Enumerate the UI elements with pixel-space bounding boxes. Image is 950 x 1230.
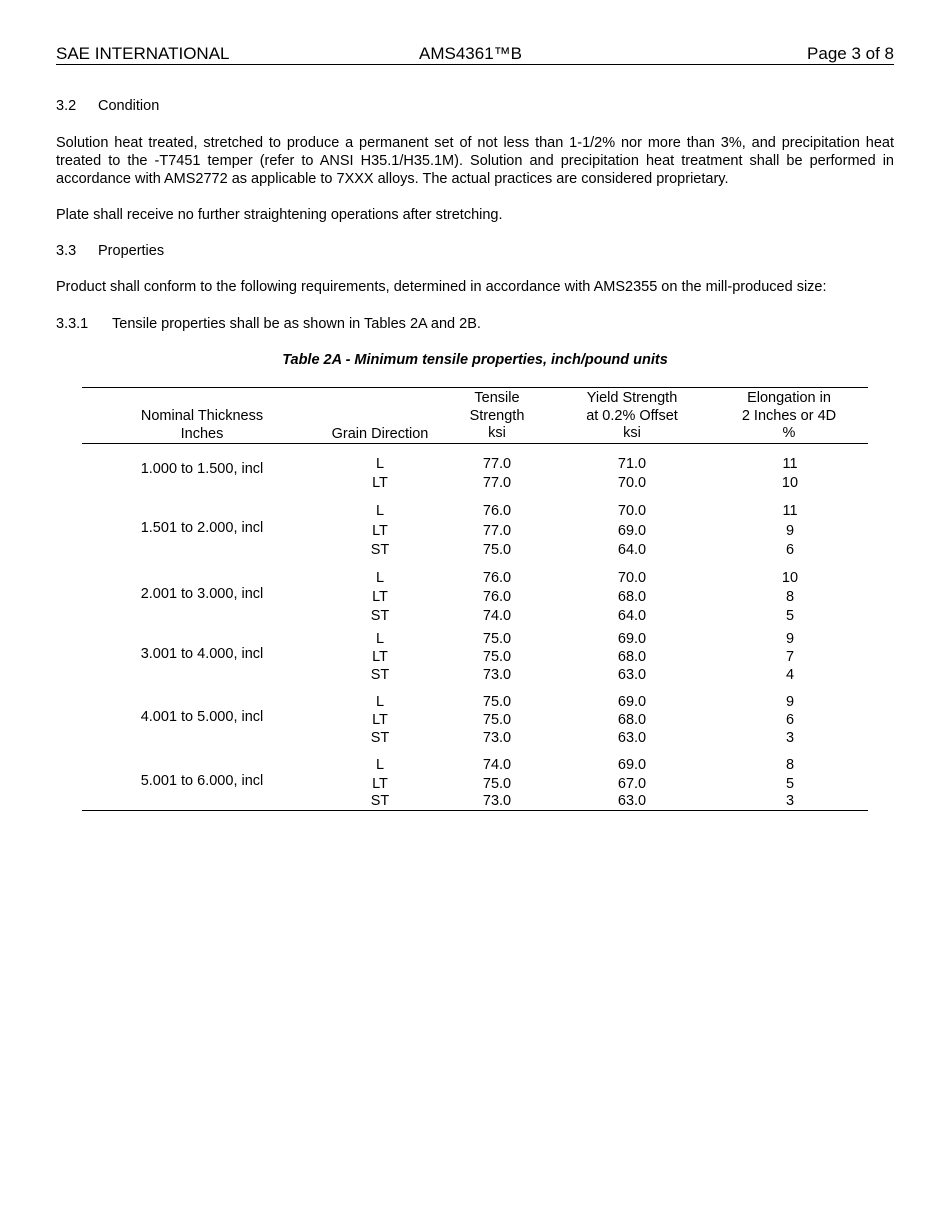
thickness-cell: 5.001 to 6.000, incl (140, 772, 264, 789)
grain-cell: LT (372, 522, 388, 539)
header-page-number: Page 3 of 8 (807, 44, 894, 63)
thickness-cell: 1.501 to 2.000, incl (140, 519, 264, 536)
tensile-cell: 76.0 (482, 570, 512, 586)
grain-cell: LT (372, 775, 388, 792)
page-header (56, 44, 894, 65)
grain-cell: LT (372, 589, 388, 605)
thickness-cell: 3.001 to 4.000, incl (140, 646, 264, 662)
tensile-cell: 75.0 (482, 711, 512, 728)
header-thickness (102, 408, 302, 443)
yield-cell: 70.0 (617, 503, 647, 519)
header-yield (557, 390, 707, 443)
table-top-rule (82, 387, 868, 388)
elong-cell: 4 (785, 667, 795, 683)
elong-cell: 11 (782, 503, 798, 519)
elong-cell: 7 (785, 649, 795, 665)
tensile-cell: 76.0 (482, 503, 512, 519)
section-number: 3.2 (56, 98, 77, 114)
header-line: Yield Strength (586, 390, 678, 406)
header-tensile (447, 390, 547, 443)
table-title: Table 2A - Minimum tensile properties, inch/pound units (282, 352, 668, 368)
tensile-cell: 75.0 (482, 542, 512, 558)
header-org: SAE INTERNATIONAL (56, 44, 230, 63)
tensile-cell: 75.0 (482, 631, 512, 647)
section-title: Properties (98, 243, 165, 259)
thickness-cell: 2.001 to 3.000, incl (140, 586, 264, 602)
tensile-cell: 73.0 (482, 793, 512, 809)
section-text: Tensile properties shall be as shown in Tables 2A and 2B. (112, 316, 481, 332)
grain-cell: ST (370, 667, 390, 683)
yield-cell: 68.0 (617, 649, 647, 665)
tensile-cell: 73.0 (482, 729, 512, 746)
yield-cell: 69.0 (617, 694, 647, 710)
elong-cell: 5 (785, 775, 795, 792)
yield-cell: 63.0 (617, 793, 647, 809)
section-title: Condition (98, 98, 160, 114)
straightening-paragraph: Plate shall receive no further straightening operations after stretching. (56, 207, 503, 223)
tensile-cell: 75.0 (482, 775, 512, 792)
elong-cell: 3 (785, 793, 795, 809)
elong-cell: 8 (785, 757, 795, 773)
tensile-cell: 77.0 (482, 522, 512, 539)
header-line: Tensile (474, 390, 520, 406)
grain-cell: L (375, 631, 385, 647)
header-line: 2 Inches or 4D (741, 407, 837, 424)
elong-cell: 10 (781, 474, 799, 491)
yield-cell: 67.0 (617, 775, 647, 792)
grain-cell: LT (372, 711, 388, 728)
header-line: Inches (180, 425, 224, 442)
yield-cell: 69.0 (617, 631, 647, 647)
tensile-cell: 73.0 (482, 667, 512, 683)
elong-cell: 9 (785, 694, 795, 710)
yield-cell: 63.0 (617, 667, 647, 683)
header-line: Elongation in (747, 390, 831, 406)
thickness-cell: 4.001 to 5.000, incl (140, 708, 264, 725)
tensile-cell: 77.0 (482, 474, 512, 491)
yield-cell: 69.0 (617, 757, 647, 773)
grain-cell: L (375, 694, 385, 710)
yield-cell: 69.0 (617, 522, 647, 539)
header-line: Strength (469, 407, 525, 424)
elong-cell: 6 (785, 711, 795, 728)
tensile-cell: 77.0 (482, 456, 512, 472)
header-elongation (714, 390, 864, 443)
header-line: at 0.2% Offset (586, 407, 678, 424)
section-3-2-heading (56, 97, 894, 115)
tensile-cell: 75.0 (482, 694, 512, 710)
grain-cell: ST (370, 793, 390, 809)
header-line: Grain Direction (331, 425, 429, 442)
grain-cell: ST (370, 729, 390, 746)
grain-cell: L (375, 456, 385, 472)
grain-cell: ST (370, 542, 390, 558)
tensile-cell: 74.0 (482, 757, 512, 773)
yield-cell: 70.0 (617, 570, 647, 586)
elong-cell: 10 (781, 570, 799, 586)
section-number: 3.3.1 (56, 316, 89, 332)
yield-cell: 64.0 (617, 542, 647, 558)
elong-cell: 6 (785, 542, 795, 558)
elong-cell: 8 (785, 589, 795, 605)
tensile-cell: 75.0 (482, 649, 512, 665)
header-line: Nominal Thickness (140, 408, 264, 424)
yield-cell: 64.0 (617, 608, 647, 624)
yield-cell: 68.0 (617, 589, 647, 605)
yield-cell: 70.0 (617, 474, 647, 491)
header-doc-number: AMS4361™B (419, 44, 522, 63)
condition-paragraph: Solution heat treated, stretched to produce a permanent set of not less than 1-1/2% nor more than 3%, and precipitation heat treated to the -T7451 temper (refer to ANSI H35.1/H35.1M). Solution and precipitation heat treatment shall be performed in accordance with AMS2772 as applicable to 7XXX alloys. The actual practices are considered proprietary. (56, 135, 894, 187)
header-grain (310, 426, 450, 444)
elong-cell: 9 (785, 631, 795, 647)
section-number: 3.3 (56, 243, 77, 259)
tensile-cell: 76.0 (482, 589, 512, 605)
yield-cell: 68.0 (617, 711, 647, 728)
grain-cell: L (375, 503, 385, 519)
grain-cell: L (375, 757, 385, 773)
section-3-3-heading (56, 242, 894, 260)
grain-cell: L (375, 570, 385, 586)
elong-cell: 5 (785, 608, 795, 624)
elong-cell: 11 (782, 456, 798, 472)
grain-cell: LT (372, 474, 388, 491)
grain-cell: ST (370, 608, 390, 624)
thickness-cell: 1.000 to 1.500, incl (140, 461, 264, 477)
section-3-3-1 (56, 315, 894, 333)
yield-cell: 71.0 (617, 456, 647, 472)
yield-cell: 63.0 (617, 729, 647, 746)
grain-cell: LT (372, 649, 388, 665)
table-bottom-rule (82, 810, 868, 811)
elong-cell: 9 (785, 522, 795, 539)
header-line: ksi (488, 425, 506, 441)
elong-cell: 3 (785, 729, 795, 746)
header-line: % (782, 425, 796, 441)
properties-paragraph: Product shall conform to the following requirements, determined in accordance with AMS2355 on the mill-produced size: (56, 279, 827, 295)
header-line: ksi (623, 425, 641, 441)
tensile-cell: 74.0 (482, 608, 512, 624)
table-header-rule (82, 443, 868, 444)
